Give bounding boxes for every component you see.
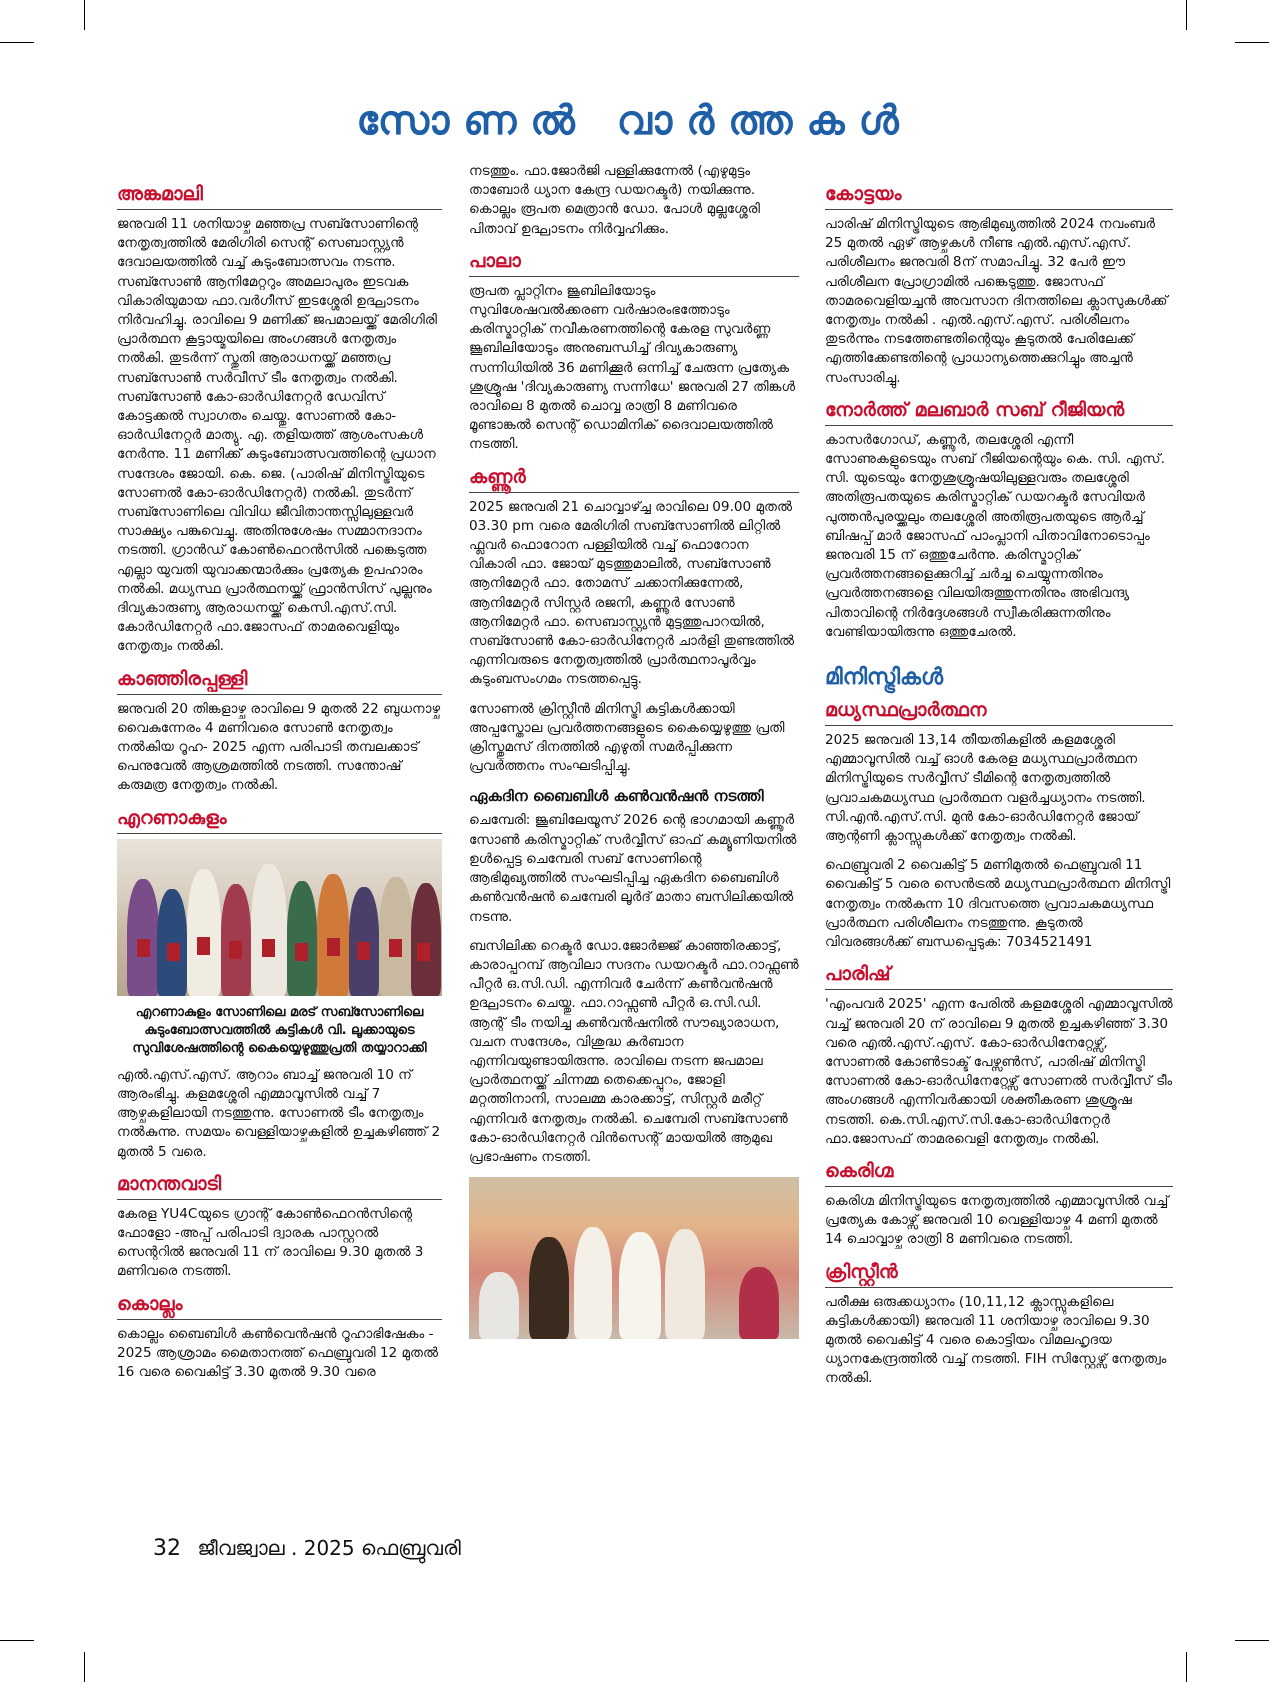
crop-mark: [1186, 1652, 1187, 1682]
page-footer: [153, 1536, 461, 1561]
article-kottayam: പാരിഷ് മിനിസ്ട്രിയുടെ ആഭിമുഖ്യത്തിൽ 2024 നവംബർ 25 മുതൽ ഏഴ് ആഴ്ചകൾ നീണ്ട എൽ.എസ്.എസ്. പരിശീലനം ജനുവരി 8ന് സമാപിച്ചു. 32 പേർ ഈ പരിശീലന പ്രോഗ്രാമിൽ പങ്കെടുത്തു. ജോസഫ് താമരവെളിയച്ചൻ അവസാന ദിനത്തിലെ ക്ലാസുകൾക്ക് നേതൃത്വം നൽകി . എൽ.എസ്.എസ്. പരിശീലനം തുടർന്നും നടത്തേണ്ടതിന്റെയും കൂടുതൽ പേരിലേക്ക് എത്തിക്കേണ്ടതിന്റെ പ്രാധാന്യത്തെക്കുറിച്ചും അച്ചൻ സംസാരിച്ചു.: [825, 216, 1168, 386]
convention-photo: [469, 1177, 799, 1339]
publication-name: ജീവജ്വാല . 2025 ഫെബ്രുവരി: [197, 1536, 461, 1560]
article-kerigma: കെരിഗ്മ മിനിസ്ട്രിയുടെ നേതൃത്വത്തിൽ എമ്മാവൂസിൽ വച്ച് പ്രത്യേക കോഴ്സ് ജനുവരി 10 വെള്ളിയാഴ്ച 4 മണി മുതൽ 14 ചൊവ്വാഴ്ച രാത്രി 8 മണിവരെ നടത്തി.: [825, 1192, 1169, 1248]
page-title: സോണൽ വാർത്തകൾ: [356, 98, 913, 144]
section-heading-christeen: ക്രിസ്റ്റീൻ: [825, 1260, 1173, 1288]
article-convention-1: ചെമ്പേരി: ജൂബിലേയൂസ് 2026 ന്റെ ഭാഗമായി കണ്ണൂർ സോൺ കരിസ്മാറ്റിക് സർവ്വീസ് ഓഫ് കമ്യൂണിയനിൽ ഉൾപ്പെട്ട ചെമ്പേരി സബ് സോണിന്റെ ആഭിമുഖ്യത്തിൽ സംഘടിപ്പിച്ച ഏകദിന ബൈബിൾ കൺവൻഷൻ ചെമ്പേരി ലൂർദ് മാതാ ബസിലിക്കയിൽ നടന്നു.: [469, 812, 797, 925]
section-heading-mananthavady: മാനന്തവാടി: [117, 1172, 442, 1200]
section-heading-north-malabar: നോർത്ത് മലബാർ സബ് റീജിയൻ: [825, 398, 1173, 426]
article-kollam-continued: നടത്തും. ഫാ.ജോർജി പള്ളിക്കുന്നേൽ (എഴുമുട്ടം താബോർ ധ്യാന കേന്ദ്ര ഡയറക്ടർ) നയിക്കുന്നു. കൊല്ലം രൂപത മെത്രാൻ ഡോ. പോൾ മുല്ലശ്ശേരി പിതാവ് ഉദ്ഘാടനം നിർവ്വഹിക്കും.: [469, 163, 760, 237]
article-kanjirappally: ജനുവരി 20 തിങ്കളാഴ്ച രാവിലെ 9 മുതൽ 22 ബുധനാഴ്ച വൈകുന്നേരം 4 മണിവരെ സോൺ നേതൃത്വം നൽകിയ റൂഹ- 2025 എന്ന പരിപാടി തമ്പലക്കാട് പെനുവേൽ ആശ്രമത്തിൽ നടത്തി. സന്തോഷ് കരുമത്ര നേതൃത്വം നൽകി.: [117, 700, 441, 794]
crop-mark: [1186, 0, 1187, 30]
section-heading-kannur: കണ്ണൂർ: [469, 465, 799, 493]
section-heading-ministries: മിനിസ്ട്രികൾ: [825, 665, 944, 691]
section-heading-kollam: കൊല്ലം: [117, 1292, 442, 1320]
column-1: [117, 176, 442, 1392]
article-christeen: പരീക്ഷ ഒരുക്കധ്യാനം (10,11,12 ക്ലാസ്സുകളിലെ കുട്ടികൾക്കായി) ജനുവരി 11 ശനിയാഴ്ച രാവിലെ 9.30 മുതൽ വൈകിട്ട് 4 വരെ കൊട്ടിയം വിമലഹൃദയ ധ്യാനകേന്ദ്രത്തിൽ വച്ച് നടത്തി. FIH സിസ്റ്റേഴ്സ് നേതൃത്വം നൽകി.: [825, 1293, 1167, 1387]
article-angamaly: ജനുവരി 11 ശനിയാഴ്ച മഞ്ഞപ്ര സബ്സോണിന്റെ നേതൃത്വത്തിൽ മേരിഗിരി സെന്റ് സെബാസ്റ്റ്യൻ ദേവാലയത്തിൽ വച്ച് കുടുംബോത്സവം നടന്നു. സബ്സോൺ ആനിമേറ്ററും അമലാപുരം ഇടവക വികാരിയുമായ ഫാ.വർഗീസ് ഇടശ്ശേരി ഉദ്ഘാടനം നിർവഹിച്ചു. രാവിലെ 9 മണിക്ക് ജപമാലയ്ക്ക് മേരിഗിരി പ്രാർത്ഥന കൂട്ടായ്മയിലെ അംഗങ്ങൾ നേതൃത്വം നൽകി. തുടർന്ന് സ്തുതി ആരാധനയ്ക്ക് മഞ്ഞപ്ര സബ്സോൺ സർവീസ് ടീം നേതൃത്വം നൽകി. സബ്സോൺ കോ-ഓർഡിനേറ്റർ ഡേവിസ് കോട്ടക്കൽ സ്വാഗതം ചെയ്തു. സോണൽ കോ-ഓർഡിനേറ്റർ മാത്യു. എ. തളിയത്ത് ആശംസകൾ നേർന്നു. 11 മണിക്ക് കുടുംബോത്സവത്തിന്റെ പ്രധാന സന്ദേശം ജോയി. കെ. ജെ. (പാരിഷ് മിനിസ്ട്രിയുടെ സോണൽ കോ-ഓർഡിനേറ്റർ) നൽകി. തുടർന്ന് സബ്സോണിലെ വിവിധ ജീവിതാന്തസ്സിലുള്ളവർ സാക്ഷ്യം പങ്കുവെച്ചു. അതിനുശേഷം സമ്മാനദാനം നടത്തി. ഗ്രാൻഡ് കോൺഫെറൻസിൽ പങ്കെടുത്ത എല്ലാ യുവതി യുവാക്കന്മാർക്കും പ്രത്യേക ഉപഹാരം നൽകി. മധ്യസ്ഥ പ്രാർത്ഥനയ്ക്ക് ഫ്രാൻസിസ് പുല്ലനും ദിവ്യകാരുണ്യ ആരാധനയ്ക്ക് കെസി.എസ്.സി. കോർഡിനേറ്റർ ഫാ.ജോസഫ് താമരവെളിയും നേതൃത്വം നൽകി.: [117, 216, 437, 655]
crop-mark: [1235, 42, 1269, 43]
section-heading-ernakulam: എറണാകുളം: [117, 806, 442, 834]
section-heading-parish: പാരിഷ്: [825, 962, 1173, 990]
page-number: 32: [153, 1536, 181, 1561]
article-intercession-1: 2025 ജനുവരി 13,14 തീയതികളിൽ കളമശ്ശേരി എമ്മാവൂസിൽ വച്ച് ഓൾ കേരള മധ്യസ്ഥപ്രാർത്ഥന മിനിസ്ട്രിയുടെ സർവ്വീസ് ടീമിന്റെ നേതൃത്വത്തിൽ പ്രവാചകമധ്യസ്ഥ പ്രാർത്ഥന വളർച്ചധ്യാനം നടത്തി. സി.എൻ.എസ്.സി. മുൻ കോ-ഓർഡിനേറ്റർ ജോയ് ആന്റണി ക്ലാസ്സുകൾക്ക് നേതൃത്വം നൽകി.: [825, 732, 1146, 845]
section-heading-kottayam: കോട്ടയം: [825, 182, 1173, 210]
ernakulam-group-photo: [117, 839, 442, 996]
crop-mark: [84, 1652, 85, 1682]
section-heading-kerigma: കെരിഗ്മ: [825, 1159, 1173, 1187]
section-heading-intercession: മധ്യസ്ഥപ്രാർത്ഥന: [825, 698, 1173, 726]
article-parish: 'എംപവർ 2025' എന്ന പേരിൽ കളമശ്ശേരി എമ്മാവൂസിൽ വച്ച് ജനുവരി 20 ന് രാവിലെ 9 മുതൽ ഉച്ചകഴിഞ്ഞ് 3.30 വരെ എൽ.എസ്.എസ്. കോ-ഓർഡിനേറ്റേഴ്സ്, സോണൽ കോൺടാക്ട് പേഴ്സൺസ്, പാരിഷ് മിനിസ്ട്രി സോണൽ കോ-ഓർഡിനേറ്റേഴ്സ് സോണൽ സർവ്വീസ് ടീം അംഗങ്ങൾ എന്നിവർക്കായി ശക്തീകരണ ശുശ്രൂഷ നടത്തി. കെ.സി.എസ്.സി.കോ-ഓർഡിനേറ്റർ ഫാ.ജോസഫ് താമരവെളി നേതൃത്വം നൽകി.: [825, 996, 1173, 1147]
photo-caption: എറണാകുളം സോണിലെ മരട് സബ്സോണിലെ കുടുംബോത്സവത്തിൽ കുട്ടികൾ വി. ലൂക്കായുടെ സുവിശേഷത്തിന്റെ കൈയ്യെഴുത്തുപ്രതി തയ്യാറാക്കി: [132, 1004, 427, 1056]
article-north-malabar: കാസർഗോഡ്, കണ്ണൂർ, തലശ്ശേരി എന്നീ സോണുകളുടെയും സബ് റീജിയന്റെയും കെ. സി. എസ്. സി. യുടെയും നേതൃശുശ്രൂഷയിലുള്ളവരും തലശ്ശേരി അതിരൂപതയുടെ കരിസ്മാറ്റിക് ഡയറക്ടർ സേവിയർ പുത്തൻപുരയ്ക്കലും തലശ്ശേരി അതിരൂപതയുടെ ആർച്ച് ബിഷപ്പ് മാർ ജോസഫ് പാംപ്ലാനി പിതാവിനോടൊപ്പം ജനുവരി 15 ന് ഒത്തുചേർന്നു. കരിസ്മാറ്റിക് പ്രവർത്തനങ്ങളെക്കുറിച്ച് ചർച്ച ചെയ്യുന്നതിനും പ്രവർത്തനങ്ങളെ വിലയിരുത്തുന്നതിനും അഭിവന്ദ്യ പിതാവിന്റെ നിർദ്ദേശങ്ങൾ സ്വീകരിക്കുന്നതിനും വേണ്ടിയായിരുന്നു ഒത്തുചേരൽ.: [825, 431, 1165, 640]
section-heading-angamaly: അങ്കമാലി: [117, 182, 442, 210]
section-heading-pala: പാലാ: [469, 249, 799, 277]
article-kannur-2: സോണൽ ക്രിസ്റ്റീൻ മിനിസ്ട്രി കുട്ടികൾക്കായി അപ്പസ്തോല പ്രവർത്തനങ്ങളുടെ കൈയ്യെഴുത്തു പ്രതി ക്രിസ്തുമസ് ദിനത്തിൽ എഴുതി സമർപ്പിക്കുന്ന പ്രവർത്തനം സംഘടിപ്പിച്ചു.: [469, 700, 785, 775]
article-ernakulam: എൽ.എസ്.എസ്. ആറാം ബാച്ച് ജനുവരി 10 ന് ആരംഭിച്ചു. കളമശ്ശേരി എമ്മാവൂസിൽ വച്ച് 7 ആഴ്ചകളിലായി നടത്തുന്നു. സോണൽ ടീം നേതൃത്വം നൽകുന്നു. സമയം വെള്ളിയാഴ്ചകളിൽ ഉച്ചകഴിഞ്ഞ് 2 മുതൽ 5 വരെ.: [117, 1066, 441, 1160]
article-kannur-1: 2025 ജനുവരി 21 ചൊവ്വാഴ്ച്ച രാവിലെ 09.00 മുതൽ 03.30 pm വരെ മേരിഗിരി സബ്സോണിൽ ലിറ്റിൽ ഫ്ലവർ ഫൊറോന പള്ളിയിൽ വച്ച് ഫൊറോന വികാരി ഫാ. ജോയ് മുടത്തുമാലിൽ, സബ്സോൺ ആനിമേറ്റർ ഫാ. തോമസ് ചക്കാനിക്കുന്നേൽ, ആനിമേറ്റർ സിസ്റ്റർ രജനി, കണ്ണൂർ സോൺ ആനിമേറ്റർ ഫാ. സെബാസ്റ്റ്യൻ മുട്ടത്തുപാറയിൽ, സബ്സോൺ കോ-ഓർഡിനേറ്റർ ചാർളി തുണ്ടത്തിൽ എന്നിവരുടെ നേതൃത്വത്തിൽ പ്രാർത്ഥനാപൂർവ്വം കുടുംബസംഗമം നടത്തപ്പെട്ടു.: [469, 498, 795, 688]
column-2: [469, 162, 799, 1343]
article-mananthavady: കേരള YU4Cയുടെ ഗ്രാന്റ് കോൺഫെറൻസിന്റെ ഫോളോ -അപ്പ് പരിപാടി ദ്വാരക പാസ്റ്ററൽ സെന്ററിൽ ജനുവരി 11 ന് രാവിലെ 9.30 മുതൽ 3 മണിവരെ നടത്തി.: [117, 1205, 424, 1280]
crop-mark: [0, 42, 34, 43]
article-kollam: കൊല്ലം ബൈബിൾ കൺവെൻഷൻ റൂഹാഭിഷേകം - 2025 ആശ്രാമം മൈതാനത്ത് ഫെബ്രുവരി 12 മുതൽ 16 വരെ വൈകിട്ട് 3.30 മുതൽ 9.30 വരെ: [117, 1325, 439, 1380]
subheading-bible-convention: ഏകദിന ബൈബിൾ കൺവൻഷൻ നടത്തി: [469, 787, 764, 806]
crop-mark: [1235, 1640, 1269, 1641]
crop-mark: [84, 0, 85, 30]
article-pala: രൂപത പ്ലാറ്റിനം ജൂബിലിയോടും സുവിശേഷവൽക്കരണ വർഷാരംഭത്തോടും കരിസ്മാറ്റിക് നവീകരണത്തിന്റെ കേരള സുവർണ്ണ ജൂബിലിയോടും അനുബന്ധിച്ച് ദിവ്യകാരുണ്യ സന്നിധിയിൽ 36 മണിക്കൂർ ഒന്നിച്ച് ചേരുന്ന പ്രത്യേക ശുശ്രൂഷ 'ദിവ്യകാരുണ്യ സന്നിധേ' ജനുവരി 27 തിങ്കൾ രാവിലെ 8 മുതൽ ചൊവ്വ രാത്രി 8 മണിവരെ മൂണ്ടാങ്കൽ സെന്റ് ഡൊമിനിക് ദൈവാലയത്തിൽ നടത്തി.: [469, 282, 796, 453]
column-3: [825, 176, 1173, 1399]
article-intercession-2: ഫെബ്രുവരി 2 വൈകിട്ട് 5 മണിമുതൽ ഫെബ്രുവരി 11 വൈകിട്ട് 5 വരെ സെൻട്രൽ മധ്യസ്ഥപ്രാർത്ഥന മിനിസ്ട്രി നേതൃത്വം നൽകുന്ന 10 ദിവസത്തെ പ്രവാചകമധ്യസ്ഥ പ്രാർത്ഥന പരിശീലനം നടത്തുന്നു. കൂടുതൽ വിവരങ്ങൾക്ക് ബന്ധപ്പെടുക: 7034521491: [825, 857, 1171, 951]
crop-mark: [0, 1640, 34, 1641]
article-convention-2: ബസിലിക്ക റെക്ടർ ഡോ.ജോർജ്ജ് കാഞ്ഞിരക്കാട്ട്, കാരാപ്പറമ്പ് ആവിലാ സദനം ഡയറക്ടർ ഫാ.റാഫ്സൺ പീറ്റർ ഒ.സി.ഡി. എന്നിവർ ചേർന്ന് കൺവൻഷൻ ഉദ്ഘാടനം ചെയ്തു. ഫാ.റാഫ്സൺ പീറ്റർ ഒ.സി.ഡി. ആന്റ് ടീം നയിച്ച കൺവൻഷനിൽ സൗഖ്യാരാധന, വചന സന്ദേശം, വിശുദ്ധ കുർബാന എന്നിവയുണ്ടായിരുന്നു. രാവിലെ നടന്ന ജപമാല പ്രാർത്ഥനയ്ക്ക് ചിന്നമ്മ തെക്കെപ്പുറം, ജോളി മറ്റത്തിനാനി, സാലമ്മ കാരക്കാട്ട്, സിസ്റ്റർ മരീറ്റ് എന്നിവർ നേതൃത്വം നൽകി. ചെമ്പേരി സബ്സോൺ കോ-ഓർഡിനേറ്റർ വിൻസെന്റ് മായയിൽ ആമുഖ പ്രഭാഷണം നടത്തി.: [469, 937, 799, 1165]
section-heading-kanjirappally: കാഞ്ഞിരപ്പള്ളി: [117, 667, 442, 695]
